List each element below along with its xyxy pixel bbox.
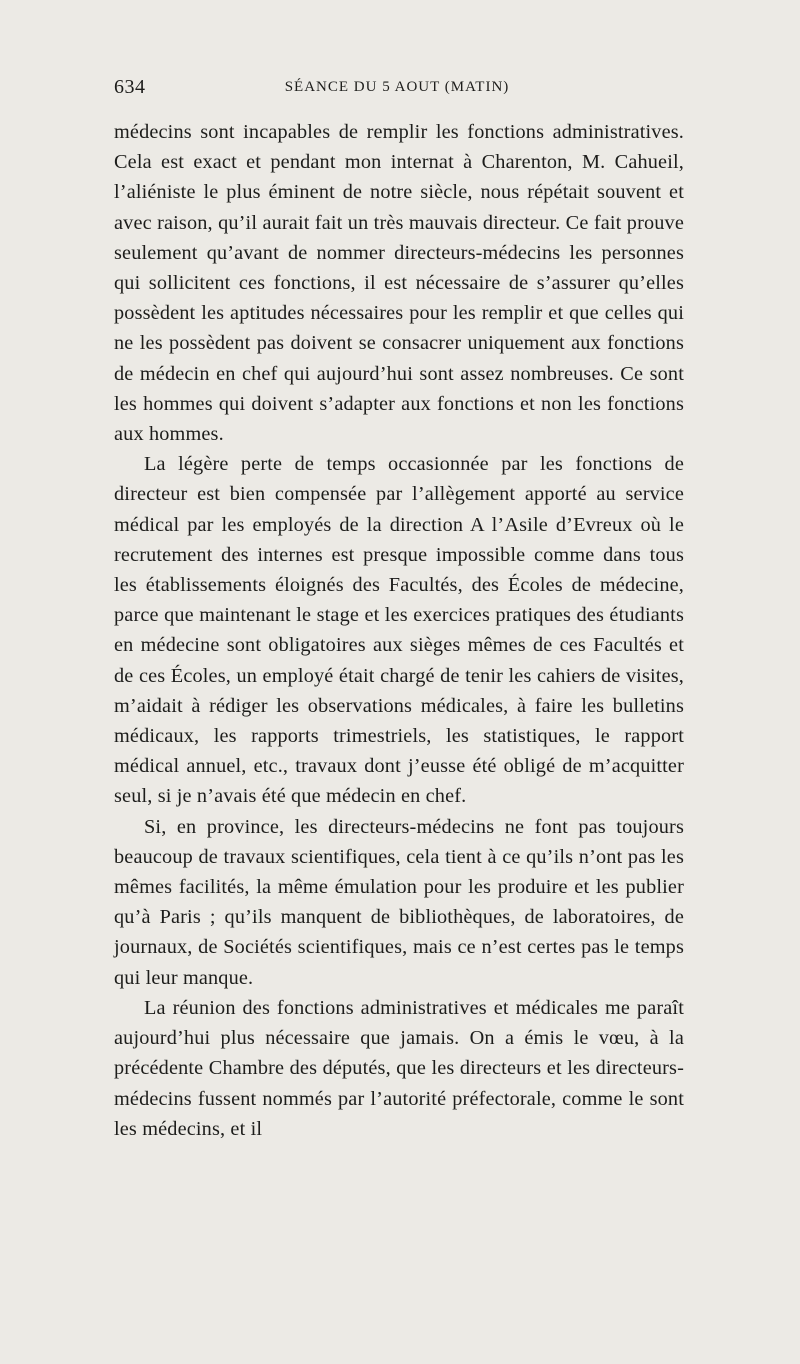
running-head: SÉANCE DU 5 AOUT (MATIN)	[284, 79, 510, 95]
page-header	[114, 76, 680, 106]
page-number: 634	[114, 76, 146, 98]
paragraph-continuation: médecins sont incapables de remplir les fonctions administratives. Cela est exact et pendant mon internat à Charenton, M. Cahueil, l’aliéniste le plus éminent de notre siècle, nous répétait souvent et avec raison, qu’il aurait fait un très mauvais directeur. Ce fait prouve seulement qu’avant de nommer directeurs-médecins les personnes qui sollicitent ces fonctions, il est nécessaire de s’assurer qu’elles possèdent les aptitudes nécessaires pour les remplir et que celles qui ne les possèdent pas doivent se consacrer uniquement aux fonctions de médecin en chef qui aujourd’hui sont assez nombreuses. Ce sont les hommes qui doivent s’adapter aux fonctions et non les fonctions aux hommes.	[114, 121, 684, 446]
paragraph: La légère perte de temps occasionnée par les fonctions de directeur est bien compensée par l’allègement apporté au service médical par les employés de la direction A l’Asile d’Evreux où le recrutement des internes est presque impossible comme dans tous les établissements éloignés des Facultés, des Écoles de médecine, parce que maintenant le stage et les exercices pratiques des étudiants en médecine sont obligatoires aux sièges mêmes de ces Facultés et de ces Écoles, un employé était chargé de tenir les cahiers de visites, m’aidait à rédiger les observations médicales, à faire les bulletins médicaux, les rapports trimestriels, les statistiques, le rapport médical annuel, etc., travaux dont j’eusse été obligé de m’acquitter seul, si je n’avais été que médecin en chef.	[114, 453, 684, 808]
paragraph: Si, en province, les directeurs-médecins ne font pas toujours beaucoup de travaux scientifiques, cela tient à ce qu’ils n’ont pas les mêmes facilités, la même émulation pour les produire et les publier qu’à Paris ; qu’ils manquent de bibliothèques, de laboratoires, de journaux, de Sociétés scientifiques, mais ce n’est certes pas le temps qui leur manque.	[114, 815, 684, 989]
paragraph: La réunion des fonctions administratives et médicales me paraît aujourd’hui plus nécessaire que jamais. On a émis le vœu, à la précédente Chambre des députés, que les directeurs et les directeurs-médecins fussent nommés par l’autorité préfectorale, comme le sont les médecins, et il	[114, 996, 684, 1140]
body-text	[114, 117, 684, 1144]
